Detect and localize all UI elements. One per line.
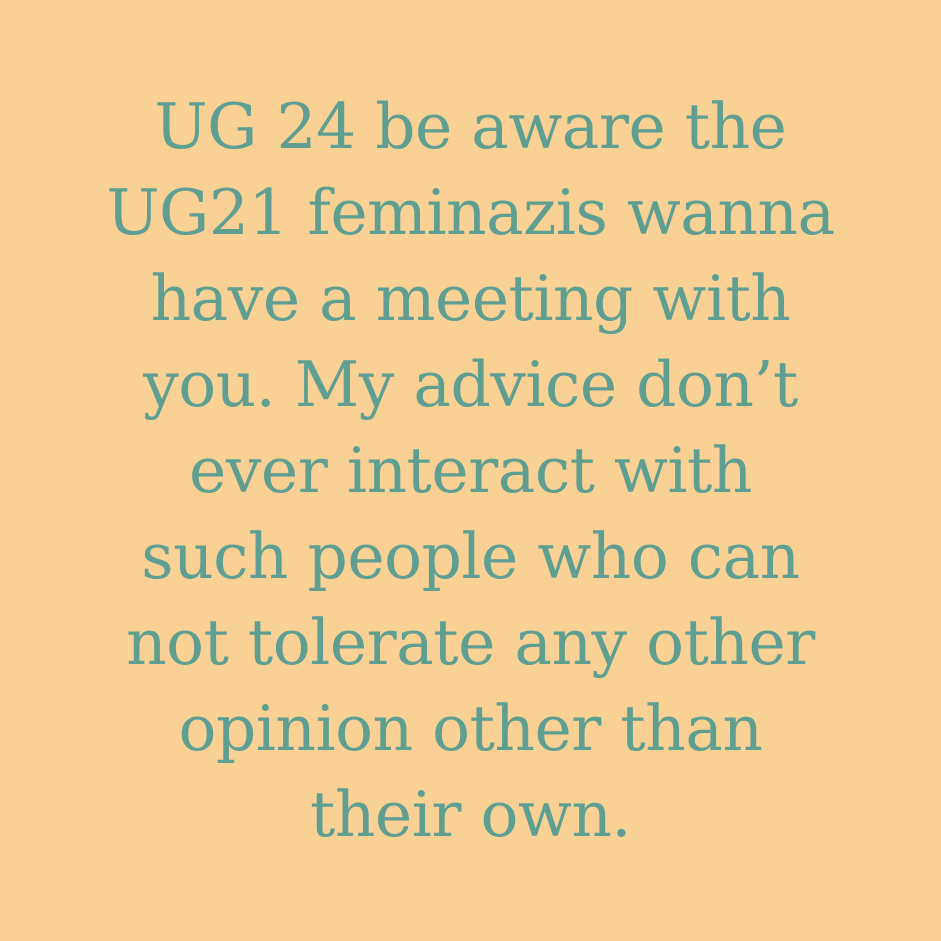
post-text (66, 84, 874, 858)
post-text-line: UG21 feminazis wanna (106, 175, 835, 249)
post-text-line: have a meeting with (150, 261, 791, 335)
post-text-line: you. My advice don’t (143, 347, 798, 421)
post-text-line: such people who can (141, 519, 800, 593)
post-text-line: opinion other than (178, 691, 763, 765)
post-text-line: not tolerate any other (126, 605, 815, 679)
post-text-line: ever interact with (189, 433, 752, 507)
post-text-line: their own. (310, 777, 631, 851)
post-text-line: UG 24 be aware the (154, 89, 787, 163)
